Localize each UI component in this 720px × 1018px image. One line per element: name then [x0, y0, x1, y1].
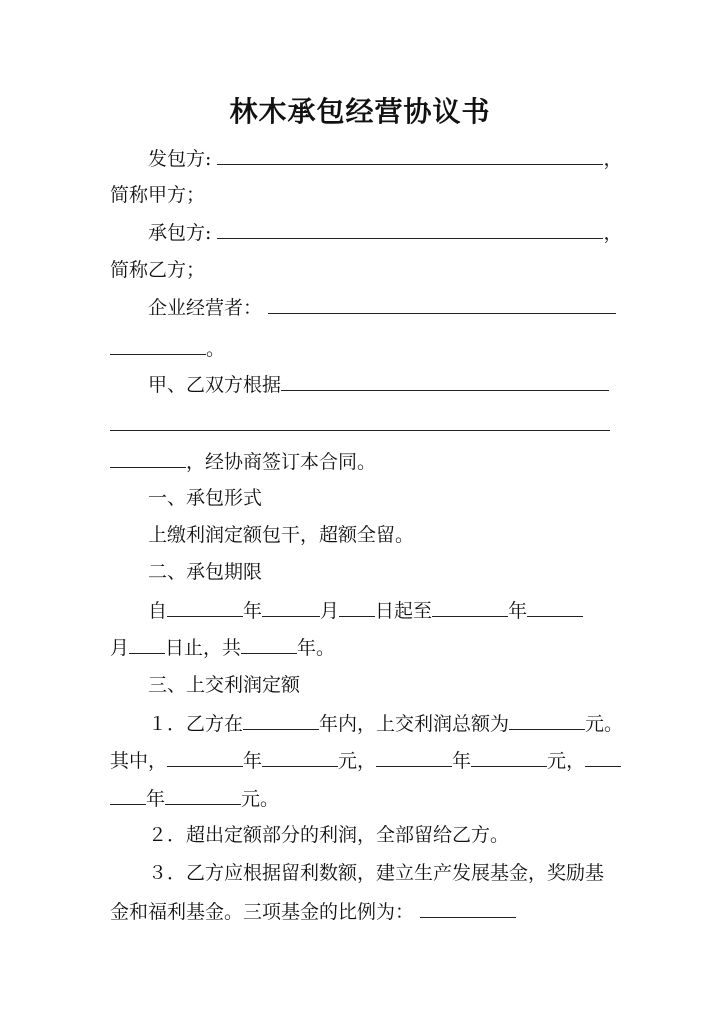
basis-blank-3: [110, 449, 186, 468]
ratio-blank: [420, 899, 516, 918]
paragraph-3-cont: 金和福利基金。三项基金的比例为：: [110, 899, 516, 924]
employer-blank: [217, 146, 603, 165]
section-1-text: 上缴利润定额包干，超额全留。: [148, 524, 415, 546]
operator-blank-2: [110, 336, 206, 355]
contractor-blank: [217, 220, 603, 239]
operator-label: 企业经营者：: [148, 297, 263, 319]
profit-line: １．乙方在 年内，上交利润总额为 元。: [148, 713, 624, 735]
term-line-2: 月 日止，共 年。: [110, 637, 336, 659]
term-line: 自 年 月 日起至 年: [148, 598, 583, 623]
profit-line-3: 年 元。: [110, 786, 279, 811]
contractor-line: 承包方: ，: [148, 222, 623, 244]
document-title: 林木承包经营协议书: [229, 95, 491, 128]
employer-label: 发包方:: [148, 148, 212, 170]
paragraph-2: ２．超出定额部分的利润，全部留给乙方。: [148, 824, 510, 846]
operator-line-2: 。: [110, 336, 225, 361]
basis-line: [148, 372, 609, 397]
short-name-b: 简称乙方；: [110, 259, 206, 281]
basis-blank-2: [110, 412, 610, 431]
section-1-heading: 一、承包形式: [148, 487, 263, 509]
basis-label: 甲、乙双方根据: [148, 374, 282, 396]
short-name-a: 简称甲方；: [110, 184, 206, 206]
basis-line-3: ，经协商签订本合同。: [110, 449, 376, 474]
basis-line-2: [110, 412, 610, 437]
section-3-heading: 三、上交利润定额: [148, 674, 301, 696]
paragraph-3: ３．乙方应根据留利数额，建立生产发展基金，奖励基: [148, 862, 605, 884]
basis-blank: [281, 372, 609, 391]
employer-line: 发包方: ，: [148, 148, 623, 170]
profit-line-2: 其中， 年 元， 年 元，: [110, 748, 621, 773]
operator-line: [148, 295, 616, 320]
contractor-label: 承包方:: [148, 222, 212, 244]
operator-blank: [268, 295, 616, 314]
section-2-heading: 二、承包期限: [148, 561, 263, 583]
